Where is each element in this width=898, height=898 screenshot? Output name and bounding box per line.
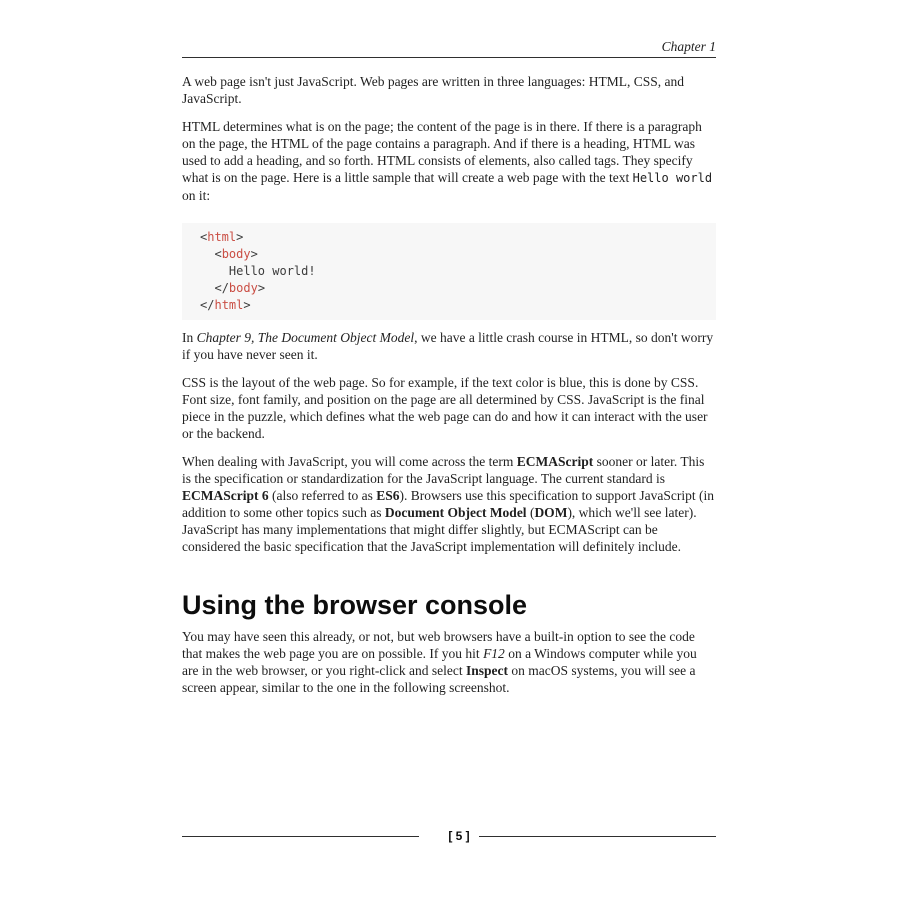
code-line: <html> <box>200 230 244 244</box>
page-header <box>182 38 716 58</box>
page-footer <box>182 814 716 859</box>
footer-rule-right <box>479 836 716 837</box>
paragraph-css-javascript: CSS is the layout of the web page. So for example, if the text color is blue, this is done by CSS. Font size, font family, and position on the page are all determined by CSS. JavaScript is the final piece in the puzzle, which defines what the web page can do and how it can interact with the user or the backend. <box>182 375 708 441</box>
code-line: </html> <box>200 298 251 312</box>
section-heading: Using the browser console <box>182 590 528 620</box>
footer-rule-left <box>182 836 419 837</box>
paragraph-intro: A web page isn't just JavaScript. Web pages are written in three languages: HTML, CSS, and JavaScript. <box>182 74 684 106</box>
paragraph-chapter9-reference: In Chapter 9, The Document Object Model, we have a little crash course in HTML, so don't worry if you have never seen it. <box>182 330 714 362</box>
code-line: </body> <box>200 281 266 295</box>
chapter-label: Chapter 1 <box>661 39 716 54</box>
page-number <box>419 814 478 859</box>
paragraph-html-explanation: HTML determines what is on the page; the content of the page is in there. If there is a paragraph on the page, the HTML of the page contains a paragraph. And if there is a heading, HTML was used to add a heading, and so forth. HTML consists of elements, also called tags. They specify what is on the page. Here is a little sample that will create a web page with the text Hello world on it: <box>182 119 713 203</box>
code-line: Hello world! <box>200 264 316 278</box>
paragraph-ecmascript: When dealing with JavaScript, you will come across the term ECMAScript sooner or later. This is the specification or standardization for the JavaScript language. The current standard is ECMAScript 6 (also referred to as ES6). Browsers use this specification to support JavaScript (in addition to some other topics such as Document Object Model (DOM), which we'll see later). JavaScript has many implementations that might differ slightly, but ECMAScript can be considered the basic specification that the JavaScript implementation will definitely include. <box>182 454 715 554</box>
page-number-label: [ 5 ] <box>448 829 470 843</box>
paragraph-browser-console: You may have seen this already, or not, but web browsers have a built-in option to see the code that makes the web page you are on possible. If you hit F12 on a Windows computer while you are in the web browser, or you right-click and select Inspect on macOS systems, you will see a screen appear, similar to the one in the following screenshot. <box>182 629 697 695</box>
code-line: <body> <box>200 247 258 261</box>
code-block <box>182 223 716 320</box>
page-content <box>182 38 716 707</box>
